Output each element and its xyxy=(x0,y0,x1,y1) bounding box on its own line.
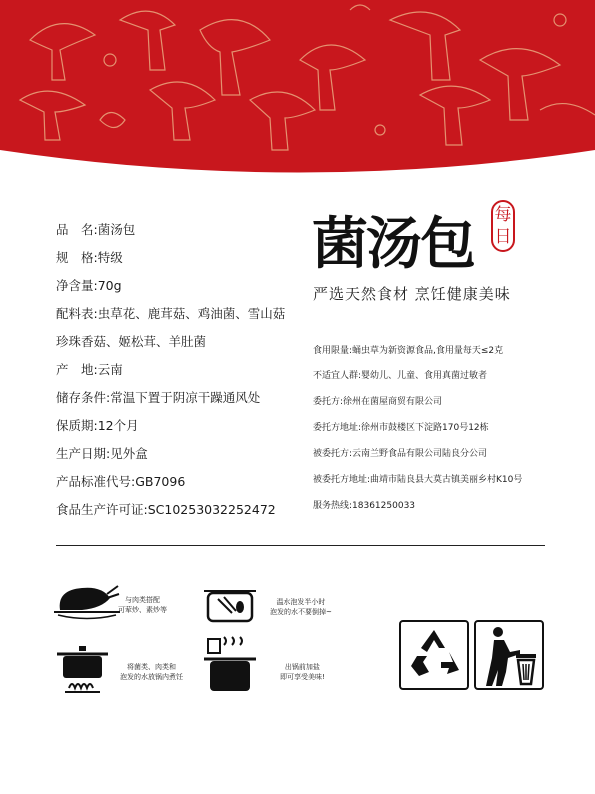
tidy-man-icon xyxy=(476,622,542,688)
info-unsuitable: 不适宜人群:婴幼儿、儿童、食用真菌过敏者 xyxy=(313,371,488,381)
tip-pairing-line1: 与肉类搭配 xyxy=(125,596,160,604)
tip-soaking-line1: 温水泡发半小时 xyxy=(276,598,326,606)
cooking-pot-icon xyxy=(55,640,110,695)
seal-stamp xyxy=(491,200,515,252)
salt-shaker-icon xyxy=(200,635,260,695)
info-intake-limit: 食用限量:蛹虫草为新资源食品,食用量每天≤2克 xyxy=(313,346,504,356)
seal-bottom-char: 日 xyxy=(494,227,512,247)
roast-chicken-icon xyxy=(52,580,122,620)
tip-pairing xyxy=(118,595,167,615)
seal-top-char: 每 xyxy=(494,205,512,225)
tip-cooking xyxy=(120,662,183,682)
info-client-address: 委托方地址:徐州市鼓楼区下淀路170号12栋 xyxy=(313,423,489,433)
tip-pairing-line2: 可荤炒、素炒等 xyxy=(118,606,167,614)
tidy-man-box xyxy=(474,620,544,690)
tip-salting-line1: 出锅前加盐 xyxy=(284,663,320,671)
tip-cooking-line1: 将菌类、肉类和 xyxy=(127,663,176,671)
info-manufacturer-address: 被委托方地址:曲靖市陆良县大莫古镇美丽乡村K10号 xyxy=(313,475,523,485)
info-manufacturer: 被委托方:云南兰野食品有限公司陆良分公司 xyxy=(313,449,488,459)
spec-row-license: 食品生产许可证:SC10253032252472 xyxy=(56,502,276,517)
spec-row-shelf-life: 保质期:12个月 xyxy=(56,418,139,433)
slogan: 严选天然食材 烹饪健康美味 xyxy=(313,285,511,303)
spec-row-weight: 净含量:70g xyxy=(56,278,122,293)
divider-line xyxy=(56,545,545,546)
tip-soaking-line2: 泡发的水不要倒掉~ xyxy=(270,608,332,616)
spec-row-name: 品 名:菌汤包 xyxy=(56,222,136,237)
recycle-box xyxy=(399,620,469,690)
spec-row-origin: 产 地:云南 xyxy=(56,362,123,377)
spec-row-standard: 产品标准代号:GB7096 xyxy=(56,474,186,489)
tip-salting xyxy=(280,662,325,682)
tip-soaking xyxy=(270,597,332,617)
tip-salting-line2: 即可享受美味! xyxy=(280,673,325,681)
spec-row-ingredients-cont: 珍珠香菇、姬松茸、羊肚菌 xyxy=(56,334,207,349)
soak-bowl-icon xyxy=(200,585,260,625)
spec-row-ingredients: 配料表:虫草花、鹿茸菇、鸡油菌、雪山菇 xyxy=(56,306,286,321)
recycle-icon xyxy=(401,622,467,688)
brand-title: 菌汤包 xyxy=(312,211,474,277)
mushroom-pattern-banner xyxy=(0,0,595,190)
tip-cooking-line2: 泡发的水放锅内煮饪 xyxy=(120,673,183,681)
info-client: 委托方:徐州在菌屋商贸有限公司 xyxy=(313,397,443,407)
spec-row-production-date: 生产日期:见外盒 xyxy=(56,446,148,461)
spec-row-storage: 储存条件:常温下置于阴凉干躁通风处 xyxy=(56,390,261,405)
spec-row-grade: 规 格:特级 xyxy=(56,250,123,265)
info-hotline: 服务热线:18361250033 xyxy=(313,501,416,511)
